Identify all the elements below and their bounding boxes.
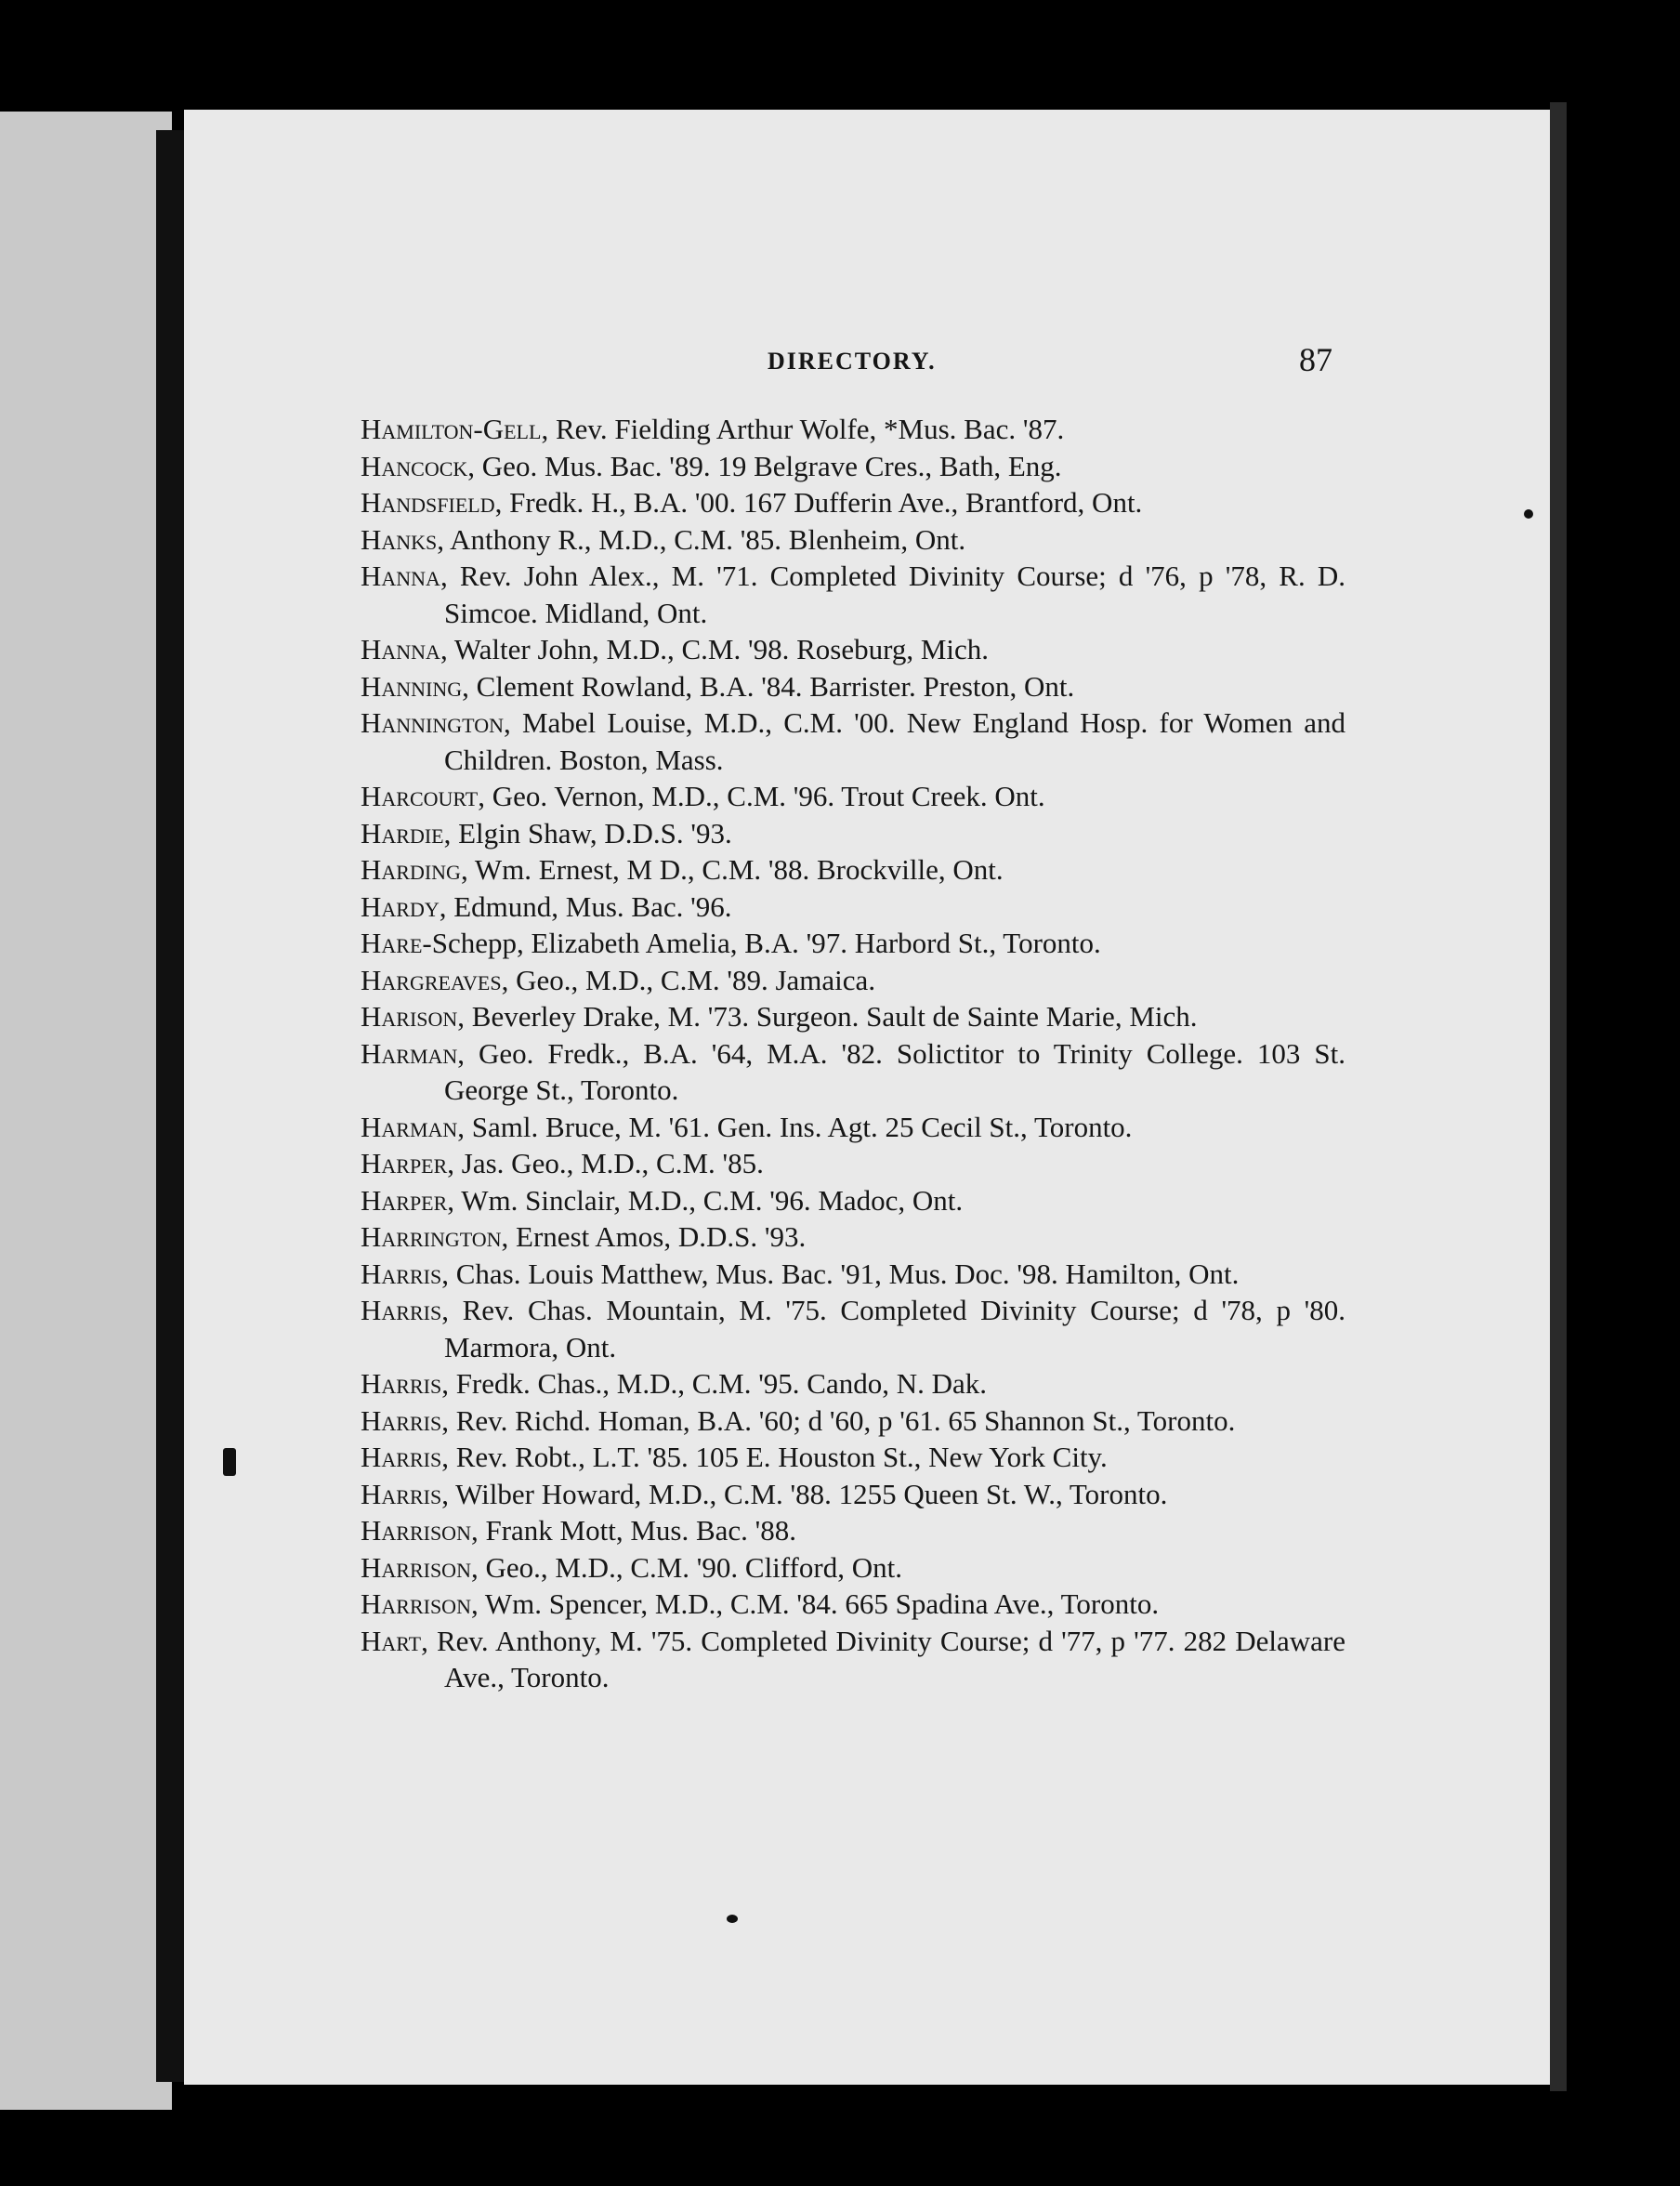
entry-surname: Harrison [361, 1587, 471, 1620]
entry-details: , Wm. Spencer, M.D., C.M. '84. 665 Spadina Ave., Toronto. [470, 1587, 1160, 1620]
entry-surname: Harper [361, 1147, 448, 1179]
entry-details: , Rev. Richd. Homan, B.A. '60; d '60, p '61. 65 Shannon St., Toronto. [441, 1403, 1236, 1437]
entry-surname: Harris [361, 1477, 442, 1510]
entry-surname: Hancock [361, 449, 468, 482]
entry-surname: Harrison [361, 1550, 471, 1584]
directory-entry [361, 1218, 1345, 1256]
entry-details: , Jas. Geo., M.D., C.M. '85. [447, 1147, 764, 1179]
entry-details: , Rev. Anthony, M. '75. Completed Divinity Course; d '77, p '77. 282 Delaware Ave., Toronto. [421, 1624, 1345, 1693]
entry-details: , Geo., M.D., C.M. '89. Jamaica. [501, 963, 876, 996]
directory-entry [361, 778, 1345, 815]
entry-surname: Harison [361, 1000, 458, 1033]
entry-details: , Saml. Bruce, M. '61. Gen. Ins. Agt. 25 Cecil St., Toronto. [457, 1110, 1133, 1143]
entry-surname: Harcourt [361, 780, 479, 812]
directory-entry [361, 631, 1345, 668]
directory-entry [361, 668, 1345, 705]
entry-details: , Beverley Drake, M. '73. Surgeon. Sault de Sainte Marie, Mich. [457, 1000, 1198, 1033]
directory-entry [361, 1145, 1345, 1182]
entry-details: , Wm. Sinclair, M.D., C.M. '96. Madoc, Ont. [447, 1183, 964, 1217]
entry-surname: Hanning [361, 669, 463, 703]
entry-surname: Harrison [361, 1514, 471, 1547]
directory-entry [361, 411, 1345, 448]
entry-surname: Harman [361, 1110, 458, 1143]
directory-entry [361, 1439, 1345, 1476]
page-number: 87 [1299, 341, 1332, 378]
directory-entry [361, 1292, 1345, 1365]
entry-details: -Schepp, Elizabeth Amelia, B.A. '97. Harbord St., Toronto. [422, 927, 1101, 959]
entry-surname: Hamilton-Gell [361, 413, 542, 445]
entry-details: , Edmund, Mus. Bac. '96. [439, 889, 732, 923]
entry-details: , Frank Mott, Mus. Bac. '88. [470, 1514, 796, 1547]
page-edge-shadow [1550, 102, 1567, 2091]
directory-entry [361, 1365, 1345, 1402]
entry-details: , Rev. Fielding Arthur Wolfe, *Mus. Bac. '87. [541, 413, 1065, 445]
entry-surname: Harding [361, 853, 461, 886]
directory-entry [361, 1256, 1345, 1293]
directory-entry [361, 1549, 1345, 1587]
entry-surname: Hanna [361, 633, 440, 665]
directory-entry [361, 998, 1345, 1035]
entry-details: , Clement Rowland, B.A. '84. Barrister. Preston, Ont. [462, 669, 1075, 703]
directory-entry [361, 558, 1345, 631]
entry-details: , Wm. Ernest, M D., C.M. '88. Brockville, Ont. [460, 853, 1004, 886]
directory-entry [361, 1623, 1345, 1696]
directory-entry [361, 889, 1345, 926]
running-head: DIRECTORY. [768, 348, 937, 375]
directory-entry [361, 962, 1345, 999]
ink-speck [223, 1448, 236, 1476]
directory-entry [361, 815, 1345, 852]
entry-details: , Wilber Howard, M.D., C.M. '88. 1255 Queen St. W., Toronto. [441, 1477, 1168, 1510]
entry-details: , Mabel Louise, M.D., C.M. '00. New England Hosp. for Women and Children. Boston, Mass. [444, 706, 1345, 776]
directory-entry [361, 1476, 1345, 1513]
directory-entry [361, 1182, 1345, 1219]
directory-entry [361, 1109, 1345, 1146]
entry-details: , Geo. Fredk., B.A. '64, M.A. '82. Solictitor to Trinity College. 103 St. George St., Toronto. [444, 1036, 1345, 1106]
entry-details: , Rev. Chas. Mountain, M. '75. Completed Divinity Course; d '78, p '80. Marmora, Ont. [441, 1294, 1345, 1363]
entry-details: , Fredk. H., B.A. '00. 167 Dufferin Ave., Brantford, Ont. [494, 486, 1143, 519]
entry-surname: Harris [361, 1257, 442, 1290]
directory-entry [361, 521, 1345, 559]
directory-entry [361, 1512, 1345, 1549]
directory-entry [361, 925, 1345, 962]
entry-surname: Harris [361, 1403, 442, 1437]
facing-page-edge [0, 112, 172, 2110]
entry-details: , Elgin Shaw, D.D.S. '93. [443, 816, 732, 849]
entry-surname: Harper [361, 1183, 448, 1217]
entry-details: , Geo., M.D., C.M. '90. Clifford, Ont. [470, 1550, 902, 1584]
entry-details: , Rev. John Alex., M. '71. Completed Divinity Course; d '76, p '78, R. D. Simcoe. Midland, Ont. [440, 560, 1345, 629]
entry-details: , Anthony R., M.D., C.M. '85. Blenheim, Ont. [437, 522, 966, 556]
entry-surname: Harrington [361, 1220, 502, 1253]
directory-entry [361, 851, 1345, 889]
book-spine [156, 130, 184, 2082]
entry-details: , Fredk. Chas., M.D., C.M. '95. Cando, N. Dak. [441, 1367, 988, 1400]
entry-details: , Geo. Mus. Bac. '89. 19 Belgrave Cres., Bath, Eng. [467, 449, 1062, 482]
entry-details: , Rev. Robt., L.T. '85. 105 E. Houston St., New York City. [441, 1441, 1108, 1473]
entry-surname: Hart [361, 1624, 422, 1657]
entry-details: , Geo. Vernon, M.D., C.M. '96. Trout Creek. Ont. [478, 780, 1045, 812]
directory-entry [361, 448, 1345, 485]
entry-surname: Hargreaves [361, 963, 502, 996]
entry-details: , Walter John, M.D., C.M. '98. Roseburg, Mich. [440, 633, 990, 665]
entry-surname: Hanks [361, 522, 438, 556]
ink-speck [1524, 509, 1533, 519]
directory-entry [361, 1035, 1345, 1109]
entry-surname: Hardy [361, 889, 440, 923]
entry-surname: Harris [361, 1367, 442, 1400]
entry-surname: Handsfield [361, 486, 495, 519]
directory-entry [361, 705, 1345, 778]
directory-entries [361, 411, 1345, 1696]
entry-surname: Harris [361, 1294, 442, 1326]
entry-surname: Hare [361, 927, 423, 959]
entry-surname: Hanna [361, 560, 440, 592]
entry-surname: Harris [361, 1441, 442, 1473]
directory-entry [361, 1586, 1345, 1623]
entry-surname: Hardie [361, 816, 444, 849]
entry-surname: Hannington [361, 706, 504, 739]
entry-details: , Ernest Amos, D.D.S. '93. [501, 1220, 807, 1253]
directory-entry [361, 484, 1345, 521]
directory-entry [361, 1402, 1345, 1440]
ink-speck [727, 1915, 738, 1923]
entry-details: , Chas. Louis Matthew, Mus. Bac. '91, Mus. Doc. '98. Hamilton, Ont. [441, 1257, 1240, 1290]
entry-surname: Harman [361, 1036, 458, 1070]
